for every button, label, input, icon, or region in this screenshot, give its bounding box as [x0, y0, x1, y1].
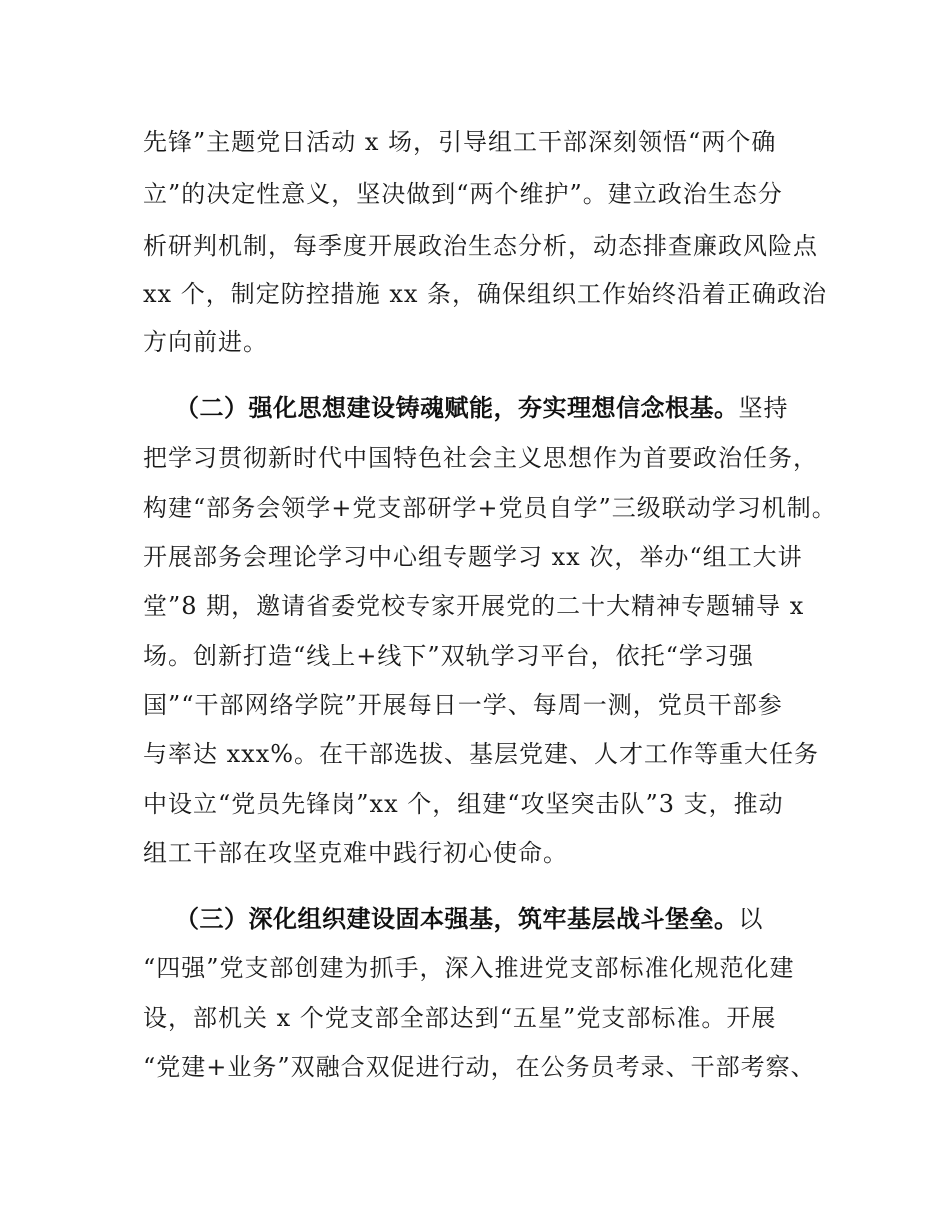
- paragraph-line: 设，部机关 x 个党支部全部达到“五星”党支部标准。开展: [143, 1004, 777, 1032]
- section-heading: （三）深化组织建设固本强基，筑牢基层战斗堡垒。: [175, 905, 739, 933]
- paragraph-line: 场。创新打造“线上+线下”双轨学习平台，依托“学习强: [143, 642, 754, 670]
- paragraph-line: 与率达 xxx%。在干部选拔、基层党建、人才工作等重大任务: [143, 740, 820, 768]
- heading-line-rest: 坚持: [738, 394, 789, 422]
- paragraph-line: 构建“部务会领学+党支部研学+党员自学”三级联动学习机制。: [143, 494, 837, 522]
- paragraph-line: 中设立“党员先锋岗”xx 个，组建“攻坚突击队”3 支，推动: [143, 790, 784, 818]
- paragraph-line: 堂”8 期，邀请省委党校专家开展党的二十大精神专题辅导 x: [143, 592, 805, 620]
- section-heading-line: [175, 903, 875, 935]
- paragraph-line: “党建+业务”双融合双促进行动，在公务员考录、干部考察、: [143, 1053, 816, 1081]
- paragraph-line: 析研判机制，每季度开展政治生态分析，动态排查廉政风险点: [143, 232, 818, 260]
- paragraph-line: 先锋”主题党日活动 x 场，引导组工干部深刻领悟“两个确: [143, 128, 777, 156]
- paragraph-line: xx 个，制定防控措施 xx 条，确保组织工作始终沿着正确政治: [143, 280, 828, 308]
- paragraph-line: 方向前进。: [143, 328, 268, 356]
- section-heading: （二）强化思想建设铸魂赋能，夯实理想信念根基。: [175, 394, 739, 422]
- paragraph-line: 组工干部在攻坚克难中践行初心使命。: [143, 839, 568, 867]
- paragraph-line: 国”“干部网络学院”开展每日一学、每周一测，党员干部参: [143, 691, 783, 719]
- heading-line-rest: 以: [738, 905, 764, 933]
- paragraph-line: 开展部务会理论学习中心组专题学习 xx 次，举办“组工大讲: [143, 543, 803, 571]
- section-heading-line: [175, 392, 875, 424]
- paragraph-line: 把学习贯彻新时代中国特色社会主义思想作为首要政治任务，: [143, 444, 818, 472]
- paragraph-line: “四强”党支部创建为抓手，深入推进党支部标准化规范化建: [143, 954, 795, 982]
- paragraph-line: 立”的决定性意义，坚决做到“两个维护”。建立政治生态分: [143, 180, 783, 208]
